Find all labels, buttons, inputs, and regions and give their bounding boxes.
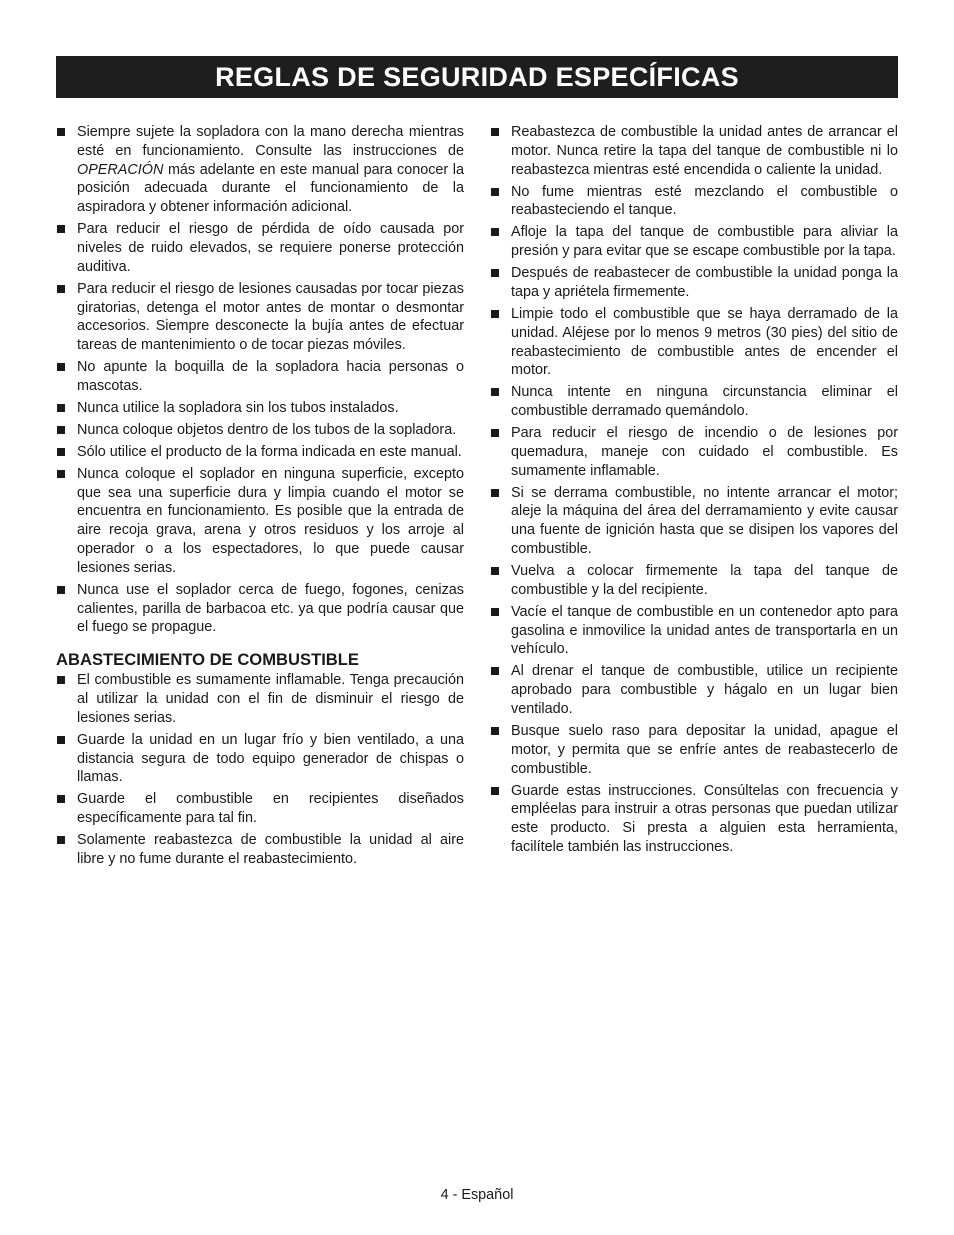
left-column xyxy=(56,123,464,872)
square-bullet-icon xyxy=(491,567,499,575)
list-item xyxy=(490,223,898,261)
list-item xyxy=(56,465,464,578)
item-text: Guarde estas instrucciones. Consúltelas con frecuencia y empléelas para instruir a otras personas que puedan utilizar este producto. Si presta a alguien esta herramienta, facilítele también las instrucciones. xyxy=(511,782,898,855)
square-bullet-icon xyxy=(57,128,65,136)
square-bullet-icon xyxy=(491,727,499,735)
item-text: Nunca use el soplador cerca de fuego, fogones, cenizas calientes, parilla de barbacoa etc. ya que podría causar que el fuego se propague. xyxy=(77,581,464,636)
list-item xyxy=(56,358,464,396)
square-bullet-icon xyxy=(491,429,499,437)
list-item xyxy=(490,264,898,302)
item-text: Para reducir el riesgo de incendio o de lesiones por quemadura, maneje con cuidado el combustible. Es sumamente inflamable. xyxy=(511,425,898,479)
square-bullet-icon xyxy=(491,388,499,396)
fuel-section-heading: ABASTECIMIENTO DE COMBUSTIBLE xyxy=(56,650,359,670)
list-item xyxy=(490,484,898,559)
square-bullet-icon xyxy=(491,787,499,795)
list-item xyxy=(56,581,464,637)
item-text: Nunca utilice la sopladora sin los tubos instalados. xyxy=(77,399,399,416)
item-text: Afloje la tapa del tanque de combustible para aliviar la presión y para evitar que se escape combustible por la tapa. xyxy=(511,224,898,260)
item-text: El combustible es sumamente inflamable. Tenga precaución al utilizar la unidad con el fin de disminuir el riesgo de lesiones serias. xyxy=(77,672,464,726)
list-item xyxy=(56,671,464,727)
safety-rules-list xyxy=(56,123,464,637)
item-text: No apunte la boquilla de la sopladora hacia personas o mascotas. xyxy=(77,359,464,394)
square-bullet-icon xyxy=(57,285,65,293)
list-item xyxy=(490,424,898,480)
list-item xyxy=(490,603,898,659)
list-item xyxy=(490,123,898,179)
list-item xyxy=(490,562,898,600)
item-text: Nunca coloque objetos dentro de los tubos de la sopladora. xyxy=(77,421,457,438)
list-item xyxy=(490,782,898,857)
list-item xyxy=(56,831,464,869)
square-bullet-icon xyxy=(57,836,65,844)
item-text: Nunca intente en ninguna circunstancia eliminar el combustible derramado quemándolo. xyxy=(511,384,898,420)
list-item xyxy=(56,443,464,462)
item-text: Vacíe el tanque de combustible en un contenedor apto para gasolina e inmovilice la unidad antes de transportarla en un vehículo. xyxy=(511,603,898,658)
square-bullet-icon xyxy=(57,586,65,594)
item-text: Si se derrama combustible, no intente arrancar el motor; aleje la máquina del área del derramamiento y evite causar una fuente de ignición hasta que se disipen los vapores del combustible. xyxy=(511,484,898,558)
list-item xyxy=(56,280,464,355)
square-bullet-icon xyxy=(491,188,499,196)
item-text: Reabastezca de combustible la unidad antes de arrancar el motor. Nunca retire la tapa del tanque de combustible ni lo reabastezca mientras esté encendida o caliente la unidad. xyxy=(511,124,898,178)
fuel-rules-list xyxy=(56,671,464,869)
square-bullet-icon xyxy=(491,667,499,675)
item-text: Limpie todo el combustible que se haya derramado de la unidad. Aléjese por lo menos 9 metros (30 pies) del sitio de reabastecimiento de combustible antes de encender el motor. xyxy=(511,305,898,379)
item-text: Para reducir el riesgo de lesiones causadas por tocar piezas giratorias, detenga el motor antes de montar o desmontar accesorios. Siempre desconecte la bujía antes de efectuar tareas de mantenimiento o de tocar piezas móviles. xyxy=(77,280,464,354)
square-bullet-icon xyxy=(57,363,65,371)
square-bullet-icon xyxy=(57,470,65,478)
square-bullet-icon xyxy=(57,448,65,456)
page-title: REGLAS DE SEGURIDAD ESPECÍFICAS xyxy=(215,62,739,92)
item-text: Solamente reabastezca de combustible la unidad al aire libre y no fume durante el reabastecimiento. xyxy=(77,832,464,867)
square-bullet-icon xyxy=(491,608,499,616)
square-bullet-icon xyxy=(491,489,499,497)
list-item xyxy=(56,399,464,418)
item-text: Vuelva a colocar firmemente la tapa del tanque de combustible y la del recipiente. xyxy=(511,563,898,598)
list-item xyxy=(490,183,898,221)
item-text: Guarde la unidad en un lugar frío y bien ventilado, a una distancia segura de todo equipo generador de chispas o llamas. xyxy=(77,731,464,786)
square-bullet-icon xyxy=(57,225,65,233)
item-text: Siempre sujete la sopladora con la mano derecha mientras esté en funcionamiento. Consulte las instrucciones de xyxy=(77,124,464,159)
page-header xyxy=(56,56,898,98)
list-item xyxy=(56,220,464,276)
item-text: más adelante en este manual para conocer la posición adecuada durante el funcionamiento de la aspiradora y obtener información adicional. xyxy=(77,161,464,216)
list-item xyxy=(56,731,464,787)
list-item xyxy=(490,662,898,718)
item-text: Al drenar el tanque de combustible, utilice un recipiente aprobado para combustible y hágalo en un lugar bien ventilado. xyxy=(511,663,898,717)
refueling-rules-list xyxy=(490,123,898,857)
list-item xyxy=(56,790,464,828)
item-text: Busque suelo raso para depositar la unidad, apague el motor, y permita que se enfríe antes de reabastecerlo de combustible. xyxy=(511,722,898,777)
item-emphasis: OPERACIÓN xyxy=(77,161,164,178)
list-item xyxy=(56,123,464,217)
item-text: Después de reabastecer de combustible la unidad ponga la tapa y apriétela firmemente. xyxy=(511,265,898,300)
list-item xyxy=(490,383,898,421)
item-text: Nunca coloque el soplador en ninguna superficie, excepto que sea una superficie dura y limpia cuando el motor se encuentra en funcionamiento. Es posible que la entrada de aire recoja grava, arena y otros residuos y los arroje al operador o a los espectadores, lo que puede causar lesiones serias. xyxy=(77,465,464,576)
square-bullet-icon xyxy=(57,795,65,803)
list-item xyxy=(56,421,464,440)
square-bullet-icon xyxy=(57,676,65,684)
page-number: 4 - Español xyxy=(440,1187,514,1203)
right-column xyxy=(490,123,898,860)
square-bullet-icon xyxy=(491,310,499,318)
list-item xyxy=(490,722,898,778)
square-bullet-icon xyxy=(57,404,65,412)
list-item xyxy=(490,305,898,380)
square-bullet-icon xyxy=(491,269,499,277)
item-text: Guarde el combustible en recipientes diseñados específicamente para tal fin. xyxy=(77,791,464,827)
square-bullet-icon xyxy=(491,228,499,236)
item-text: Sólo utilice el producto de la forma indicada en este manual. xyxy=(77,443,462,460)
square-bullet-icon xyxy=(57,426,65,434)
item-text: No fume mientras esté mezclando el combustible o reabasteciendo el tanque. xyxy=(511,183,898,219)
item-text: Para reducir el riesgo de pérdida de oído causada por niveles de ruido elevados, se requiere ponerse protección auditiva. xyxy=(77,221,464,275)
square-bullet-icon xyxy=(57,736,65,744)
square-bullet-icon xyxy=(491,128,499,136)
